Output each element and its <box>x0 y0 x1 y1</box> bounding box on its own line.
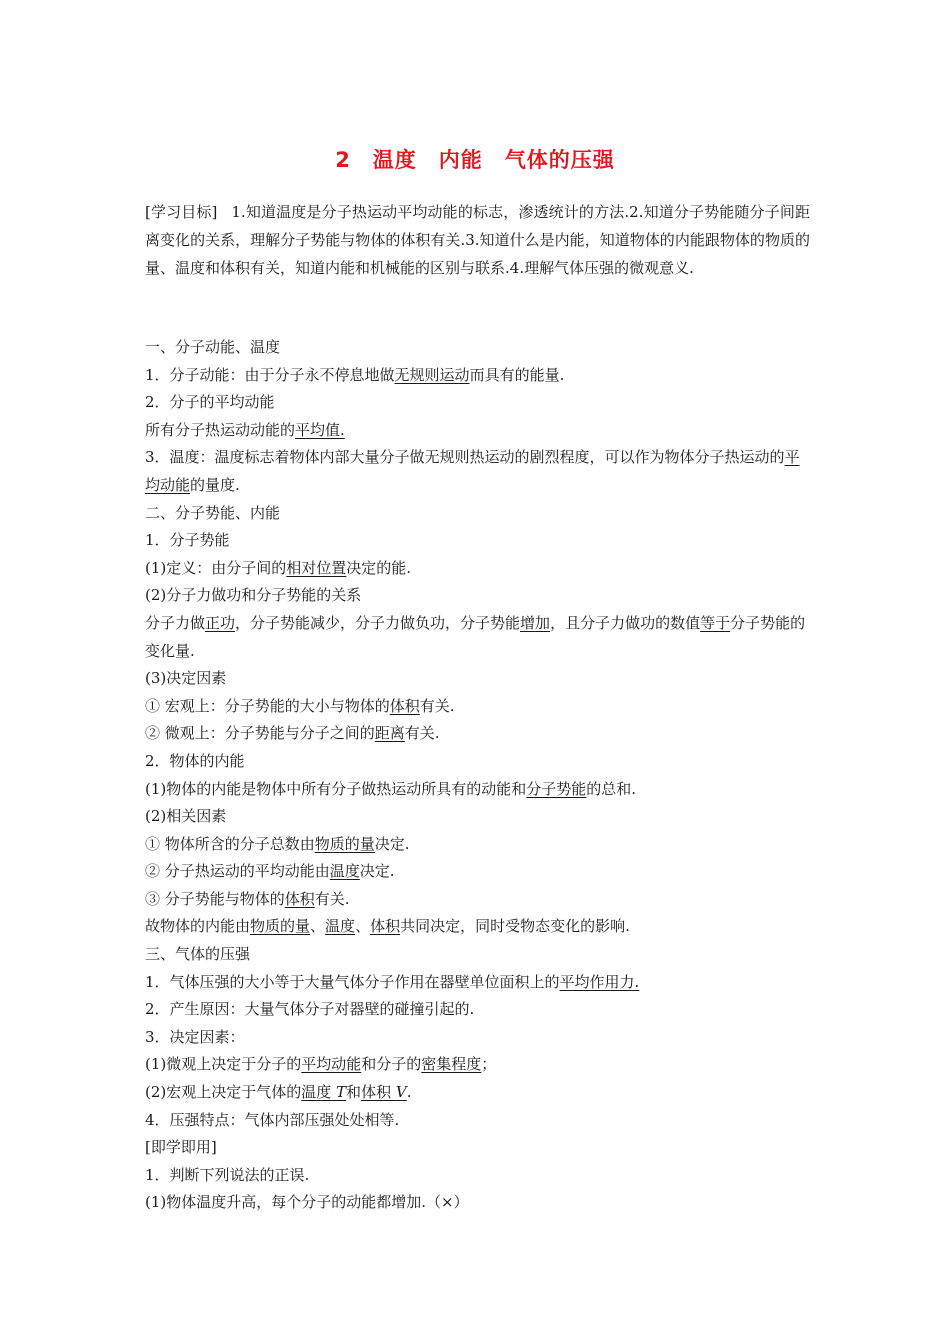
text-segment: (2)分子力做功和分子势能的关系 <box>145 586 362 605</box>
text-segment: 2．物体的内能 <box>145 751 245 770</box>
text-line-sec2-item1-3-b <box>145 720 810 748</box>
underlined-answer: 平均动能 <box>301 1055 362 1074</box>
text-segment: 而具有的能量. <box>469 365 565 384</box>
text-line-practice-item1 <box>145 1162 810 1190</box>
underlined-answer: 分子势能 <box>526 779 587 798</box>
underlined-answer: 平均作用力. <box>559 972 640 991</box>
text-line-sec3-item4 <box>145 1107 810 1135</box>
learning-objectives <box>145 198 810 282</box>
text-line-sec2-heading <box>145 500 810 528</box>
text-line-sec2-item2-2-b <box>145 858 810 886</box>
objectives-text: 1.知道温度是分子热运动平均动能的标志，渗透统计的方法.2.知道分子势能随分子间距离变化的关系，理解分子势能与物体的体积有关.3.知道什么是内能，知道物体的内能跟物体的物质的量、温度和体积有关，知道内能和机械能的区别与联系.4.理解气体压强的微观意义. <box>145 203 810 277</box>
text-segment: 和分子的 <box>361 1055 422 1074</box>
text-segment: 4．压强特点：气体内部压强处处相等. <box>145 1110 400 1129</box>
text-line-sec3-item1 <box>145 969 810 997</box>
document-body <box>145 334 810 1217</box>
text-segment: 有关. <box>314 889 350 908</box>
text-line-sec2-item2-2-c <box>145 886 810 914</box>
text-segment: 1．分子势能 <box>145 531 230 550</box>
text-line-sec2-item2 <box>145 748 810 776</box>
underlined-answer: 体积 <box>284 889 315 908</box>
text-line-sec1-item2-body <box>145 417 810 445</box>
page-title: 2 温度 内能 气体的压强 <box>335 148 615 172</box>
objectives-label: [学习目标] <box>145 203 218 221</box>
underlined-answer: 平均动能 <box>145 448 800 494</box>
text-line-sec2-item1-3 <box>145 665 810 693</box>
text-segment: ③ 分子势能与物体的 <box>145 889 285 908</box>
text-line-sec3-item3 <box>145 1024 810 1052</box>
text-segment: 2．分子的平均动能 <box>145 393 275 412</box>
text-line-sec2-summary <box>145 913 810 941</box>
text-segment: 决定的能. <box>346 558 412 577</box>
text-segment: 3．决定因素： <box>145 1027 245 1046</box>
text-line-sec1-item3 <box>145 444 810 499</box>
text-segment: ，分子势能减少，分子力做负功，分子势能 <box>235 613 521 632</box>
underlined-answer: T <box>336 1083 347 1102</box>
underlined-answer: 温度 <box>301 1083 337 1102</box>
text-line-sec2-item2-2 <box>145 803 810 831</box>
text-segment: 1．气体压强的大小等于大量气体分子作用在器壁单位面积上的 <box>145 972 560 991</box>
text-segment: 一、分子动能、温度 <box>145 338 281 356</box>
text-line-sec2-item2-1 <box>145 776 810 804</box>
text-line-sec1-item2 <box>145 389 810 417</box>
underlined-answer: 物质的量 <box>314 834 375 853</box>
text-line-sec2-item1-2-body <box>145 610 810 665</box>
underlined-answer: V <box>395 1083 407 1102</box>
text-segment: 和 <box>346 1083 362 1102</box>
text-segment: 有关. <box>404 724 440 743</box>
text-line-sec2-item1-2 <box>145 582 810 610</box>
text-segment: . <box>406 1083 412 1102</box>
underlined-answer: 正功 <box>205 613 236 632</box>
text-segment: (2)相关因素 <box>145 807 227 826</box>
text-segment: 、 <box>355 917 371 936</box>
text-line-sec3-heading <box>145 941 810 969</box>
text-line-practice-item1-1 <box>145 1189 810 1217</box>
text-segment: ① 宏观上：分子势能的大小与物体的 <box>145 696 390 715</box>
text-segment: ，且分子力做功的数值 <box>550 613 701 632</box>
text-segment: 1．分子动能：由于分子永不停息地做 <box>145 365 395 384</box>
text-segment: ② 微观上：分子势能与分子之间的 <box>145 724 375 743</box>
text-line-sec1-heading <box>145 334 810 362</box>
text-segment: ② 分子热运动的平均动能由 <box>145 862 330 881</box>
text-segment: (1)物体的内能是物体中所有分子做热运动所具有的动能和 <box>145 779 527 798</box>
text-segment: ； <box>481 1055 497 1074</box>
underlined-answer: 密集程度 <box>421 1055 482 1074</box>
text-segment: (1)定义：由分子间的 <box>145 558 287 577</box>
text-line-sec2-item1-1 <box>145 555 810 583</box>
underlined-answer: 平均值. <box>295 420 345 439</box>
underlined-answer: 距离 <box>374 724 405 743</box>
underlined-answer: 等于 <box>700 613 731 632</box>
text-segment: ① 物体所含的分子总数由 <box>145 834 315 853</box>
text-segment: 分子势能的变化量. <box>145 613 806 660</box>
text-line-sec2-item1 <box>145 527 810 555</box>
text-segment: 有关. <box>419 696 455 715</box>
text-segment: (3)决定因素 <box>145 669 227 688</box>
text-segment: 的总和. <box>586 779 637 798</box>
text-segment: 、 <box>310 917 326 936</box>
underlined-answer: 无规则运动 <box>394 365 470 384</box>
underlined-answer: 体积 <box>370 917 401 936</box>
text-segment: 决定. <box>359 862 395 881</box>
text-line-sec2-item2-2-a <box>145 831 810 859</box>
underlined-answer: 增加 <box>520 613 551 632</box>
text-segment: 3．温度：温度标志着物体内部大量分子做无规则热运动的剧烈程度，可以作为物体分子热运动的 <box>145 448 785 467</box>
text-segment: 共同决定，同时受物态变化的影响. <box>400 917 630 936</box>
underlined-answer: 温度 <box>325 917 356 936</box>
text-segment: 2．产生原因：大量气体分子对器壁的碰撞引起的. <box>145 1000 475 1019</box>
text-segment: (1)微观上决定于分子的 <box>145 1055 302 1074</box>
underlined-answer: 相对位置 <box>286 558 347 577</box>
text-segment: 三、气体的压强 <box>145 945 251 964</box>
text-line-sec3-item2 <box>145 996 810 1024</box>
text-segment: 分子力做 <box>145 613 206 632</box>
underlined-answer: 体积 <box>389 696 420 715</box>
text-segment: (1)物体温度升高，每个分子的动能都增加.（×） <box>145 1193 469 1212</box>
text-line-sec3-item3-2 <box>145 1079 810 1107</box>
text-line-sec2-item1-3-a <box>145 693 810 721</box>
text-line-sec3-item3-1 <box>145 1051 810 1079</box>
underlined-answer: 体积 <box>361 1083 396 1102</box>
text-segment: [即学即用] <box>145 1138 217 1157</box>
text-segment: 1．判断下列说法的正误. <box>145 1165 310 1184</box>
text-segment: 二、分子势能、内能 <box>145 503 281 522</box>
text-line-sec1-item1 <box>145 362 810 390</box>
text-segment: (2)宏观上决定于气体的 <box>145 1083 302 1102</box>
text-line-practice-label <box>145 1134 810 1162</box>
text-segment: 所有分子热运动动能的 <box>145 420 296 439</box>
text-segment: 的量度. <box>190 475 240 494</box>
text-segment: 决定. <box>374 834 410 853</box>
underlined-answer: 温度 <box>329 862 360 881</box>
underlined-answer: 物质的量 <box>250 917 311 936</box>
text-segment: 故物体的内能由 <box>145 917 251 936</box>
